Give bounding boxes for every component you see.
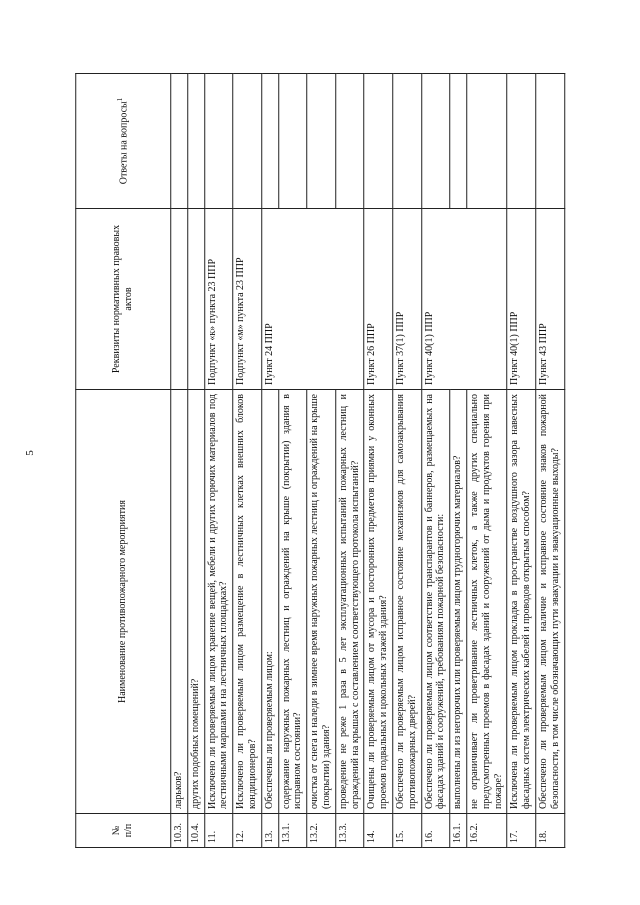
row-answer-cell[interactable] xyxy=(450,74,467,209)
row-regulation-ref: Пункт 24 ППР xyxy=(262,209,365,390)
table-row xyxy=(171,74,188,848)
row-number: 18. xyxy=(536,814,565,848)
row-regulation-ref: Пункт 40(1) ППР xyxy=(507,209,536,390)
row-number: 13. xyxy=(262,814,279,848)
header-answers-label: Ответы на вопросы xyxy=(118,101,130,185)
row-measure-name: Обеспечено ли проверяемым лицом наличие и исправное состояние знаков пожарной безопасности, в том числе обозначающих пути эвакуации и эвакуационные выходы? xyxy=(536,390,565,814)
row-measure-name: Исключено ли проверяемым лицом размещение в лестничных клетках внешних блоков кондиционеров? xyxy=(233,390,262,814)
row-measure-name: Исключена ли проверяемым лицом прокладка в пространстве воздушного зазора навесных фасадных систем электрических кабелей и проводов открытым способом? xyxy=(507,390,536,814)
row-measure-name: содержание наружных пожарных лестниц и ограждений на крыше (покрытии) здания в исправном состоянии? xyxy=(278,390,307,814)
row-measure-name: Обеспечены ли проверяемым лицом: xyxy=(262,390,279,814)
row-measure-name: Обеспечено ли проверяемым лицом соответствие транспарантов и баннеров, размещаемых на фасадах зданий и сооружений, требованиям пожарной безопасности: xyxy=(421,390,450,814)
row-answer-cell[interactable] xyxy=(171,74,188,209)
row-number: 15. xyxy=(393,814,422,848)
row-answer-cell[interactable] xyxy=(507,74,536,209)
table-row xyxy=(204,74,233,848)
row-number: 14. xyxy=(364,814,393,848)
row-number: 10.3. xyxy=(171,814,188,848)
row-answer-cell[interactable] xyxy=(188,74,205,209)
checklist-table xyxy=(75,73,565,848)
row-answer-cell[interactable] xyxy=(364,74,393,209)
row-measure-name: Очищены ли проверяемым лицом от мусора и посторонних предметов приямки у оконных проемов подвальных и цокольных этажей здания? xyxy=(364,390,393,814)
table-row xyxy=(393,74,422,848)
row-answer-cell[interactable] xyxy=(421,74,450,209)
table-row xyxy=(188,74,205,848)
table-header-row xyxy=(76,74,171,848)
row-regulation-ref: Пункт 43 ППР xyxy=(536,209,565,390)
row-measure-name: других подобных помещений? xyxy=(188,390,205,814)
row-answer-cell[interactable] xyxy=(467,74,507,209)
table-row xyxy=(336,74,365,848)
row-number: 13.3. xyxy=(336,814,365,848)
header-answers-footnote: 1 xyxy=(116,97,125,102)
table-row xyxy=(233,74,262,848)
row-answer-cell[interactable] xyxy=(278,74,307,209)
row-measure-name: проведение не реже 1 раза в 5 лет эксплуатационных испытаний пожарных лестниц и ограждений на крышах с составлением соответствующего протокола испытаний? xyxy=(336,390,365,814)
table-row xyxy=(364,74,393,848)
row-regulation-ref: Пункт 26 ППР xyxy=(364,209,393,390)
row-measure-name: ларьков? xyxy=(171,390,188,814)
row-measure-name: не ограничивает ли проветривание лестничных клеток, а также других специально предусмотренных проемов в фасадах зданий и сооружений от дыма и продуктов горения при пожаре? xyxy=(467,390,507,814)
row-measure-name: Обеспечено ли проверяемым лицом исправное состояние механизмов для самозакрывания противопожарных дверей? xyxy=(393,390,422,814)
table-row xyxy=(262,74,279,848)
table-row xyxy=(450,74,467,848)
row-number: 12. xyxy=(233,814,262,848)
table-row xyxy=(278,74,307,848)
row-regulation-ref xyxy=(188,209,205,390)
row-regulation-ref: Подпункт «к» пункта 23 ППР xyxy=(204,209,233,390)
table-row xyxy=(507,74,536,848)
row-measure-name: выполнены ли из негорючих или проверяемым лицом трудногорючих материалов? xyxy=(450,390,467,814)
table-row xyxy=(307,74,336,848)
row-number: 13.2. xyxy=(307,814,336,848)
row-regulation-ref: Пункт 40(1) ППР xyxy=(421,209,507,390)
row-answer-cell[interactable] xyxy=(536,74,565,209)
header-measure-name: Наименование противопожарного мероприятия xyxy=(76,390,171,814)
row-number: 16. xyxy=(421,814,450,848)
row-number: 11. xyxy=(204,814,233,848)
row-measure-name: очистка от снега и наледи в зимнее время наружных пожарных лестниц и ограждений на крыше (покрытии) здания? xyxy=(307,390,336,814)
row-regulation-ref: Подпункт «м» пункта 23 ППР xyxy=(233,209,262,390)
header-regulations: Реквизиты нормативных правовых актов xyxy=(76,209,171,390)
row-answer-cell[interactable] xyxy=(307,74,336,209)
table-row xyxy=(421,74,450,848)
page-number: 5 xyxy=(23,450,36,456)
row-number: 17. xyxy=(507,814,536,848)
row-regulation-ref: Пункт 37(1) ППР xyxy=(393,209,422,390)
header-answers xyxy=(76,74,171,209)
row-answer-cell[interactable] xyxy=(262,74,279,209)
row-answer-cell[interactable] xyxy=(336,74,365,209)
table-row xyxy=(536,74,565,848)
row-answer-cell[interactable] xyxy=(204,74,233,209)
row-answer-cell[interactable] xyxy=(393,74,422,209)
row-number: 16.2. xyxy=(467,814,507,848)
row-number: 10.4. xyxy=(188,814,205,848)
row-measure-name: Исключено ли проверяемым лицом хранение вещей, мебели и других горючих материалов под лестничными маршами и на лестничных площадках? xyxy=(204,390,233,814)
table-row xyxy=(467,74,507,848)
row-number: 16.1. xyxy=(450,814,467,848)
header-number: № п/п xyxy=(76,814,171,848)
row-regulation-ref xyxy=(171,209,188,390)
row-number: 13.1. xyxy=(278,814,307,848)
checklist-table-container xyxy=(75,74,565,848)
row-answer-cell[interactable] xyxy=(233,74,262,209)
